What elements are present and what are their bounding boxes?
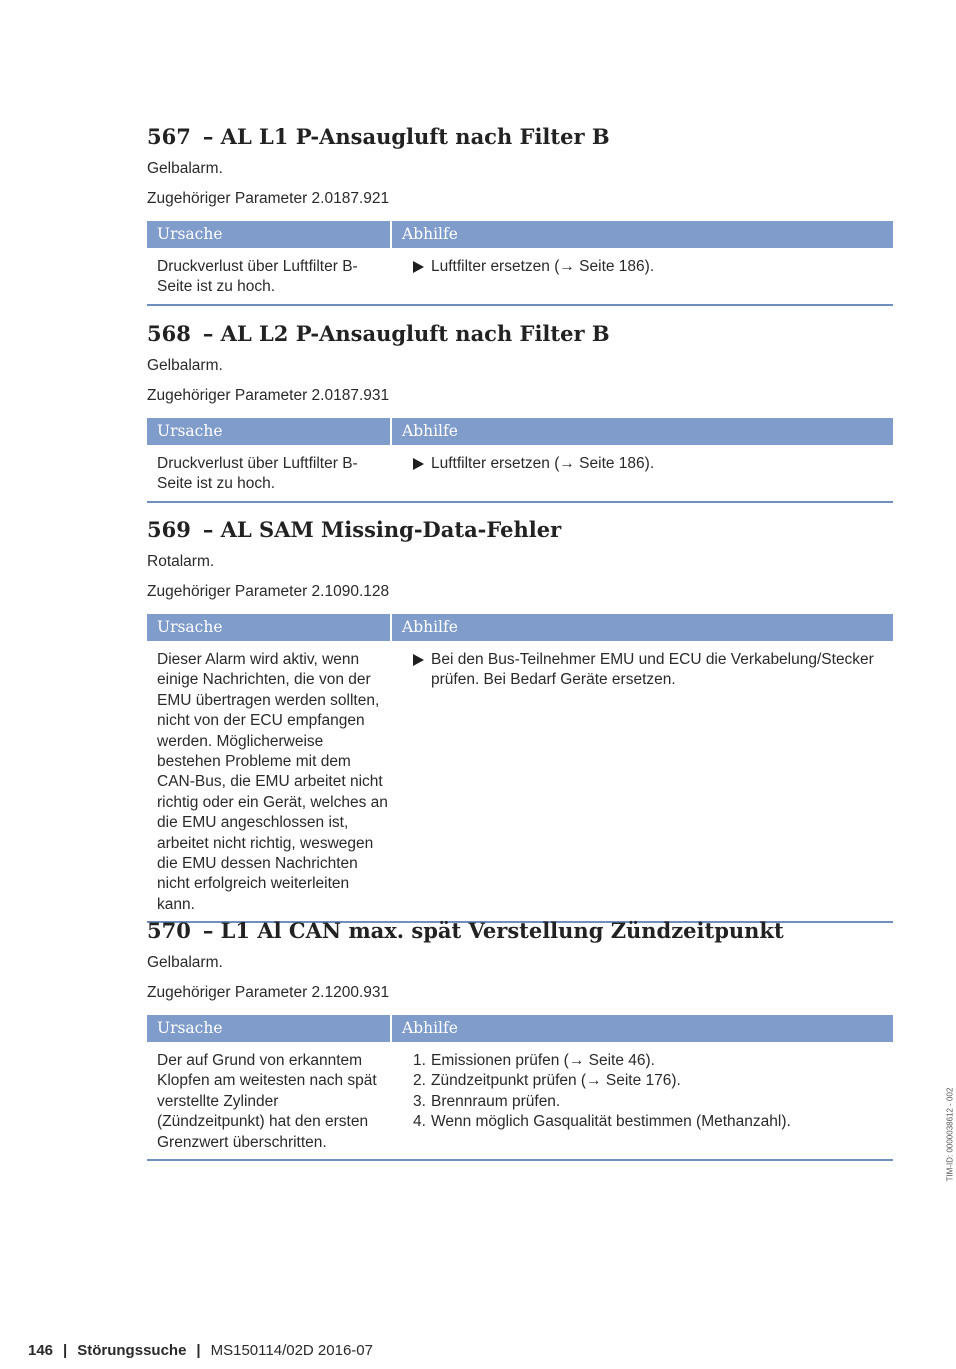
table-header (147, 614, 893, 641)
list-item (411, 1071, 893, 1091)
step-number: 2. (413, 1072, 426, 1090)
parameter-ref: Zugehöriger Parameter 2.0187.921 (147, 190, 390, 207)
cause-remedy-table (147, 614, 893, 923)
cause-text: Druckverlust über Luftfilter B-Seite ist zu hoch. (157, 258, 358, 296)
table-header (147, 1015, 893, 1042)
header-remedy: Abhilfe (402, 422, 458, 440)
cause-text: Der auf Grund von erkanntem Klopfen am weitesten nach spät verstellte Zylinder (Zündzeitpunkt) hat den ersten Grenzwert überschritten. (157, 1052, 377, 1151)
parameter-ref: Zugehöriger Parameter 2.1090.128 (147, 583, 390, 600)
section-heading: – AL L1 P-Ansaugluft nach Filter B (202, 124, 610, 149)
header-remedy: Abhilfe (402, 618, 458, 636)
remedy-action (411, 257, 893, 277)
remedy-cell (392, 650, 893, 915)
alarm-type: Gelbalarm. (147, 357, 223, 374)
chapter-name: Störungssuche (77, 1342, 187, 1359)
section-title (147, 516, 893, 544)
header-remedy: Abhilfe (402, 1019, 458, 1037)
remedy-action (411, 650, 893, 691)
table-row (147, 1042, 893, 1159)
step-number: 4. (413, 1113, 426, 1131)
cause-remedy-table (147, 418, 893, 503)
table-header (147, 418, 893, 445)
header-remedy: Abhilfe (402, 225, 458, 243)
cause-text: Dieser Alarm wird aktiv, wenn einige Nachrichten, die von der EMU übertragen werden sollten, nicht von der ECU empfangen werden. Möglicherweise bestehen Probleme mit dem CAN-Bus, die EMU arbeitet nicht richtig oder ein Gerät, welches an die EMU angeschlossen ist, arbeitet nicht richtig, weswegen die EMU dessen Nachrichten nicht erfolgreich weiterleiten kann. (157, 651, 388, 913)
page-footer (28, 1341, 373, 1361)
tim-id-label: TIM-ID: 0000038612 - 002 (945, 1087, 955, 1182)
action-arrow-icon (413, 654, 424, 666)
table-row (147, 445, 893, 501)
document-code: MS150114/02D 2016-07 (210, 1342, 373, 1359)
list-item (411, 1051, 893, 1071)
section-heading: – AL SAM Missing-Data-Fehler (202, 517, 562, 542)
alarm-type: Gelbalarm. (147, 954, 223, 971)
remedy-action (411, 454, 893, 474)
cause-text: Druckverlust über Luftfilter B-Seite ist zu hoch. (157, 455, 358, 493)
section-title (147, 917, 893, 945)
section-number: 568 (147, 321, 191, 346)
header-cause: Ursache (147, 1015, 392, 1042)
parameter-ref: Zugehöriger Parameter 2.1200.931 (147, 984, 390, 1001)
list-item (411, 1092, 893, 1112)
section-567 (147, 123, 893, 306)
page-number: 146 (28, 1342, 54, 1359)
header-cause: Ursache (147, 221, 392, 248)
table-row (147, 641, 893, 921)
footer-separator: | (63, 1342, 68, 1359)
step-number: 3. (413, 1092, 426, 1110)
remedy-text: Luftfilter ersetzen (→ Seite 186). (431, 258, 655, 275)
step-text: Zündzeitpunkt prüfen (→ Seite 176). (431, 1072, 681, 1090)
alarm-type: Rotalarm. (147, 553, 215, 570)
remedy-steps (411, 1051, 893, 1133)
section-568 (147, 320, 893, 503)
footer-separator: | (196, 1342, 201, 1359)
section-heading: – AL L2 P-Ansaugluft nach Filter B (202, 321, 610, 346)
header-cause: Ursache (147, 614, 392, 641)
header-cause: Ursache (147, 418, 392, 445)
section-title (147, 320, 893, 348)
cause-remedy-table (147, 1015, 893, 1161)
remedy-text: Luftfilter ersetzen (→ Seite 186). (431, 455, 655, 472)
section-number: 569 (147, 517, 191, 542)
alarm-type: Gelbalarm. (147, 160, 223, 177)
cause-remedy-table (147, 221, 893, 306)
step-text: Emissionen prüfen (→ Seite 46). (431, 1052, 655, 1069)
section-569 (147, 516, 893, 923)
section-heading: – L1 Al CAN max. spät Verstellung Zündzeitpunkt (202, 918, 784, 943)
remedy-cell (392, 1051, 893, 1153)
remedy-cell (392, 454, 893, 495)
remedy-text: Bei den Bus-Teilnehmer EMU und ECU die Verkabelung/Stecker prüfen. Bei Bedarf Geräte ersetzen. (431, 651, 874, 689)
table-header (147, 221, 893, 248)
remedy-cell (392, 257, 893, 298)
section-number: 567 (147, 124, 191, 149)
step-text: Brennraum prüfen. (431, 1092, 561, 1110)
table-row (147, 248, 893, 304)
action-arrow-icon (413, 458, 424, 470)
section-number: 570 (147, 918, 191, 943)
section-570 (147, 917, 893, 1161)
list-item (411, 1112, 893, 1132)
step-text: Wenn möglich Gasqualität bestimmen (Methanzahl). (431, 1113, 791, 1131)
step-number: 1. (413, 1052, 426, 1069)
parameter-ref: Zugehöriger Parameter 2.0187.931 (147, 387, 390, 404)
section-title (147, 123, 893, 151)
action-arrow-icon (413, 261, 424, 273)
